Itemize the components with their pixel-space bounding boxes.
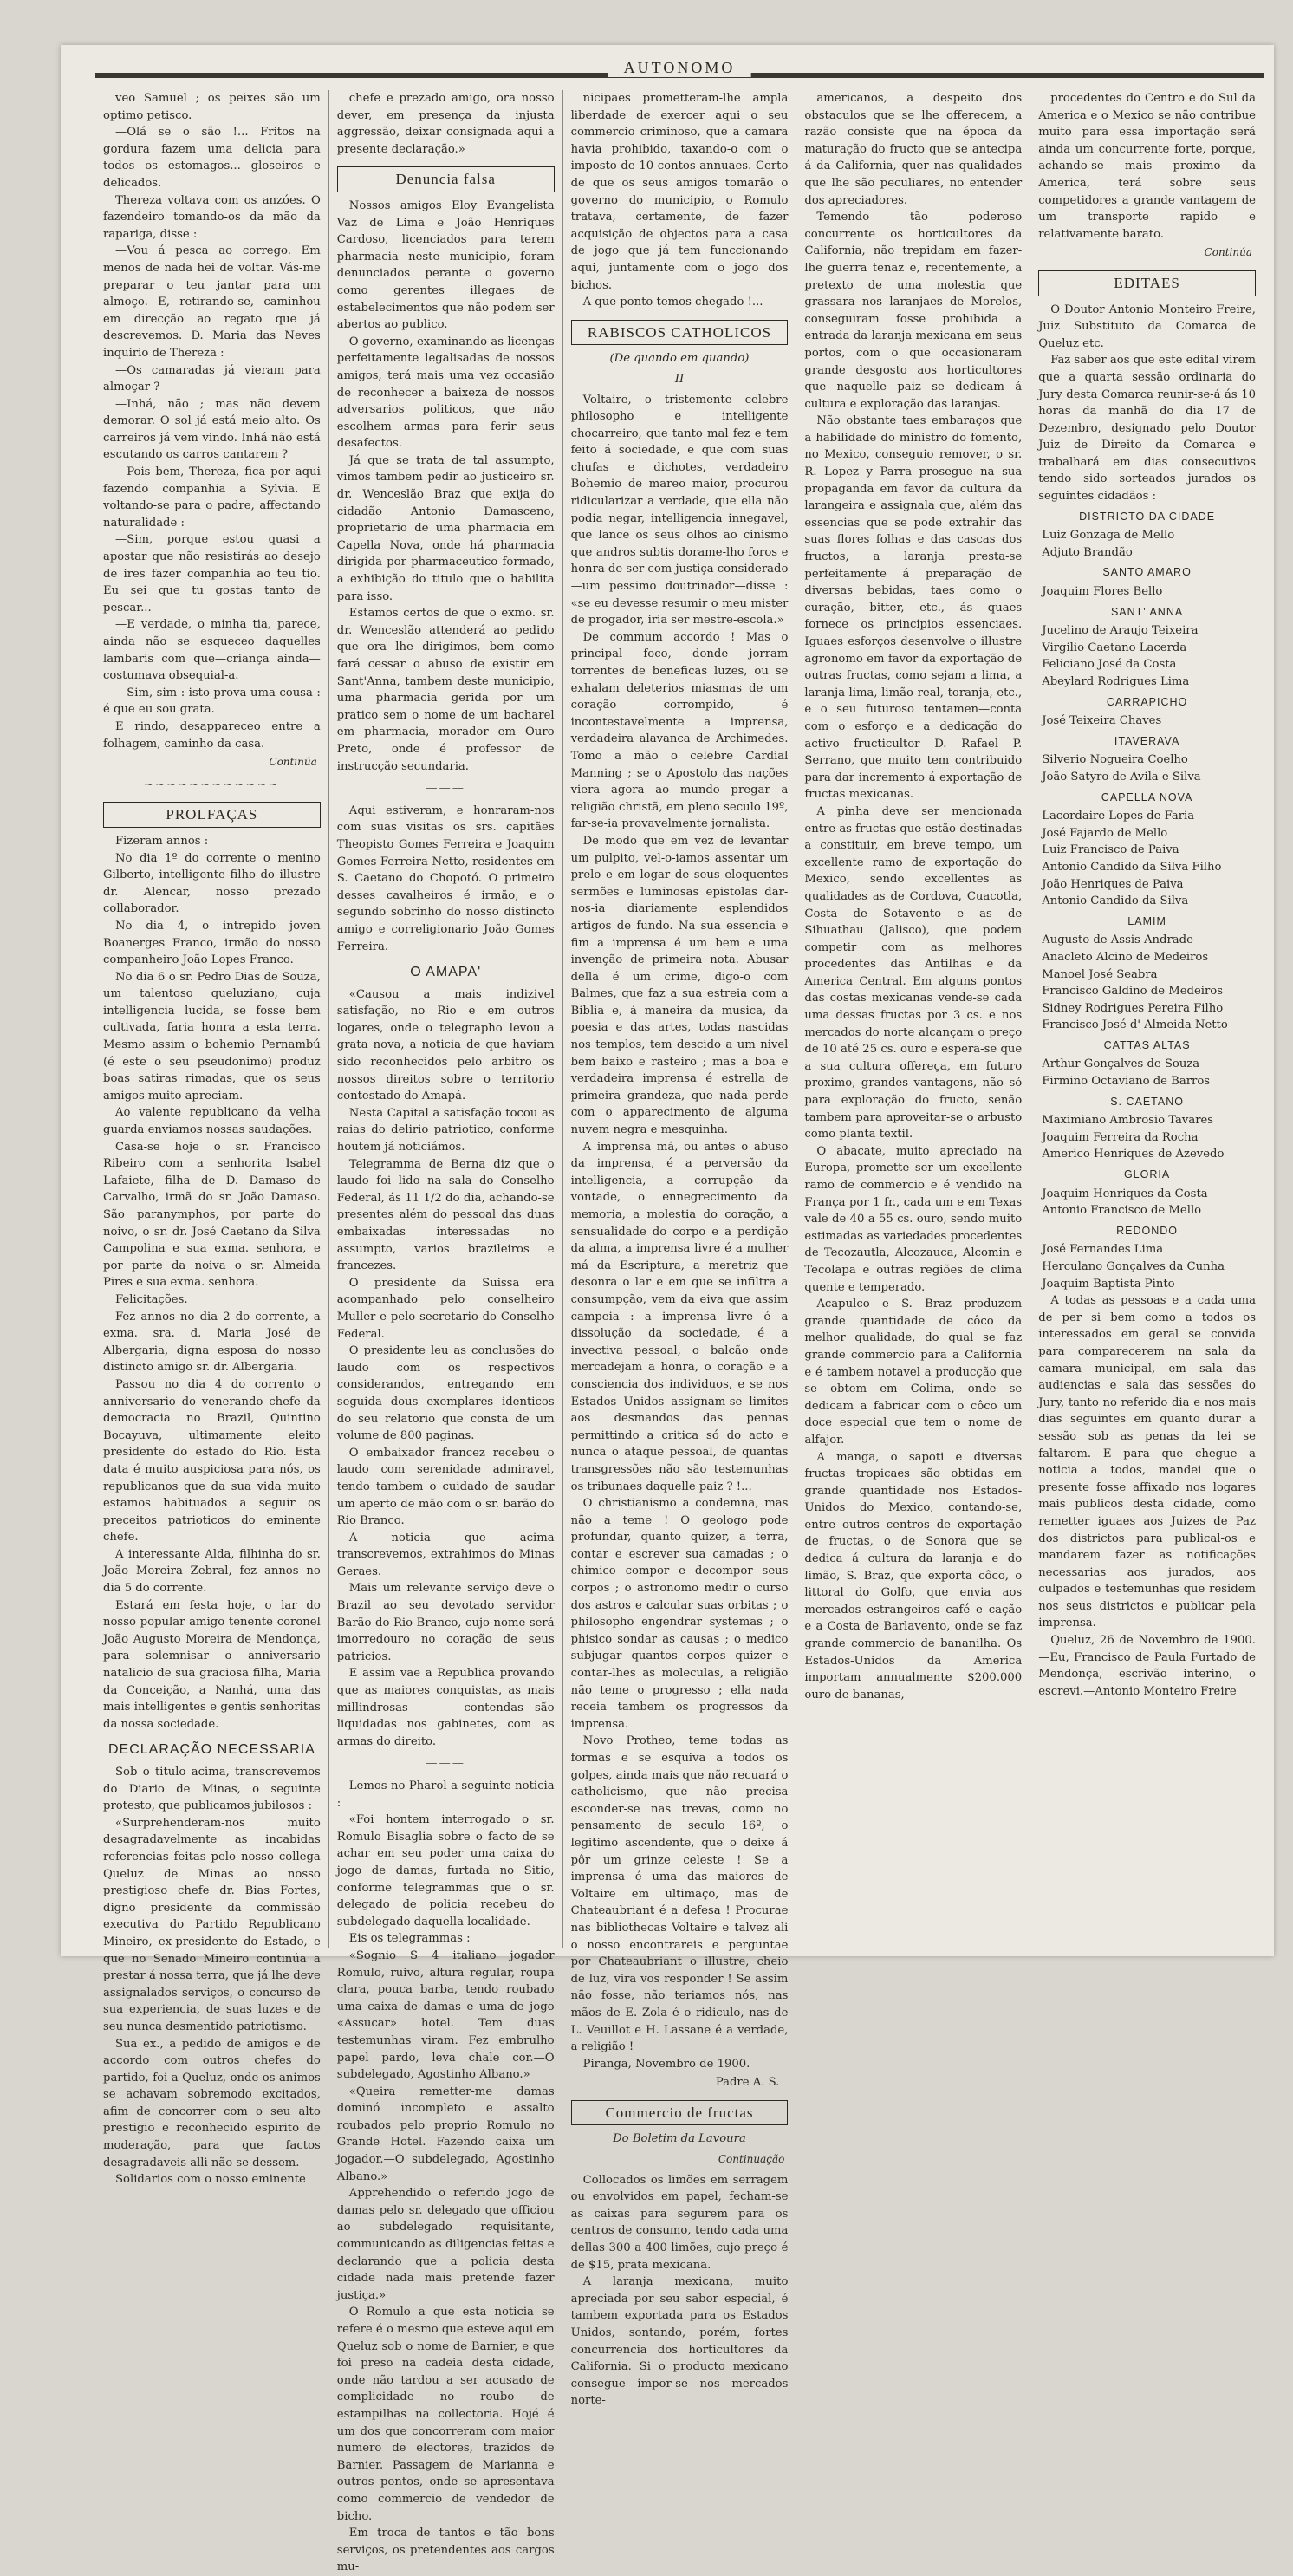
juror-name: Francisco José d' Almeida Netto — [1042, 1018, 1228, 1032]
juror-name: Antonio Francisco de Mello — [1042, 1204, 1202, 1218]
paragraph: nicipaes prometteram-lhe ampla liberdade de exercer aqui o seu commercio criminoso, que a camara havia prohibido, taxando-o com o imposto de 10 contos annuaes. Certo de que os seus amigos tomarão o governo do municipio, o Romulo tratava, certamente, de fazer acquisição de objectos para a casa de jogo que já tem funccionando aqui, juntamente com o jogo dos bichos. — [570, 92, 789, 292]
paragraph: A que ponto temos chegado !... — [582, 296, 763, 309]
masthead — [95, 54, 1264, 88]
juror-name: Manoel José Seabra — [1042, 967, 1158, 981]
paragraph: De modo que em vez de levantar um pulpito, vel-o-iamos assentar um prelo e em logar de seus eloquentes sermões e luminosas epistolas dar-nos-ia diariamente esplendidos artigos de fundo. Na sua essencia e fim a imprensa é um bem e uma invenção de primeira nota. Abusar della é um crime, digo-o com Balmes, que faz a sua estreia com a Biblia e, á maneira da musica, da poesia e das artes, todas nascidas nos templos, tem descido a um nivel bem baixo e rasteiro ; mas a boa e verdadeira imprensa é estrella de primeira grandeza, que nada perde com o apparecimento de alguma nuvem negra e mesquinha. — [570, 834, 789, 1137]
district-heading: CARRAPICHO — [1106, 695, 1188, 708]
paragraph: americanos, a despeito dos obstaculos que se lhe offerecem, a razão consiste que na época da maturação do fructo que se antecipa á da California, quer nas qualidades que lhe são peculiares, no entender dos apreciadores. — [804, 92, 1023, 207]
paragraph: Mais um relevante serviço deve o Brazil ao seu devotado servidor Barão do Rio Branco, cujo nome será imorredouro no coração de seus patricios. — [336, 1582, 555, 1663]
district-heading: LAMIM — [1127, 914, 1166, 927]
divider-ornament: ——— — [426, 782, 465, 796]
juror-name: Abeylard Rodrigues Lima — [1042, 675, 1190, 688]
paragraph: A todas as pessoas e a cada uma de per si bem como a todos os interessados em geral se convida para comparecerem na sala da camara municipal, em sala das audiencias e sala das sessões do Jury, tanto no referido dia e nos mais dias seguintes em quanto durar a sessão sob as penas da lei se faltarem. E para que chegue a noticia a todos, mandei que o presente fosse affixado nos logares mais publicos desta cidade, como remetter iguaes aos Juizes de Paz dos districtos para publical-os e mandarem fazer as notificações necessarias aos jurados, aos culpados e testemunhas que residem nos seus districtos e publicar pela imprensa. — [1038, 1294, 1256, 1630]
paragraph: —E verdade, o minha tia, parece, ainda não se esqueceo daquelles lambaris com que—criança ainda—costumava obsequial-a. — [103, 618, 321, 683]
paragraph: O governo, examinando as licenças perfeitamente legalisadas de nossos amigos, terá mais uma vez occasião de reconhecer a baixeza de nossos adversarios politicos, que não escolhem armas para ferir seus desafectos. — [336, 335, 555, 451]
paragraph: —Os camaradas já vieram para almoçar ? — [103, 363, 321, 394]
section-heading-editaes: EDITAES — [1038, 270, 1256, 296]
district-heading: CAPELLA NOVA — [1101, 790, 1193, 803]
paragraph: —Pois bem, Thereza, fica por aqui fazendo companhia a Sylvia. E voltando-se para o padre, affectando naturalidade : — [103, 465, 321, 530]
paragraph: Já que se trata de tal assumpto, vimos tambem pedir ao justiceiro sr. dr. Wenceslão Braz que exija do cidadão Antonio Damasceno, proprietario de uma pharmacia em Capella Nova, onde há pharmacia dirigida por pharmaceutico formado, a exhibição do titulo que o habilita para isso. — [336, 453, 555, 603]
district-heading: SANTO AMARO — [1102, 566, 1192, 579]
paragraph: O Doutor Antonio Monteiro Freire, Juiz Substituto da Comarca de Queluz etc. — [1038, 302, 1256, 350]
section-subheading: (De quando em quando) — [609, 352, 750, 366]
paragraph: Aqui estiveram, e honraram-nos com suas visitas os srs. capitães Theopisto Gomes Ferreira e Joaquim Gomes Ferreira Netto, residentes em S. Caetano do Chopotó. O primeiro desses cavalheiros é irmão, e o segundo sobrinho do nosso distincto amigo e correligionario João Gomes Ferreira. — [336, 803, 555, 953]
paragraph: Ao valente republicano da velha guarda enviamos nossas saudações. — [103, 1106, 321, 1137]
paragraph: Queluz, 26 de Novembro de 1900.—Eu, Francisco de Paula Furtado de Mendonça, escrivão interino, o escrevi.—Antonio Monteiro Freire — [1038, 1634, 1256, 1698]
juror-name: Joaquim Flores Bello — [1042, 585, 1163, 599]
section-heading-commercio: Commercio de fructas — [571, 2100, 789, 2126]
continuacao-label: Continuação — [718, 2153, 785, 2166]
section-heading-declaracao: DECLARAÇÃO NECESSARIA — [107, 1742, 315, 1758]
section-heading-rabiscos: RABISCOS CATHOLICOS — [571, 320, 789, 346]
juror-name: Silverio Nogueira Coelho — [1042, 753, 1188, 767]
paragraph: —Vou á pesca ao corrego. Em menos de nada hei de voltar. Vás-me preparar o teu jantar para um almoço. E, retirando-se, caminhou em direcção ao regato que já descrevemos. D. Maria das Neves inquirio de Thereza : — [103, 244, 321, 360]
paragraph: Fizeram annos : — [115, 834, 209, 848]
juror-name: Americo Henriques de Azevedo — [1042, 1148, 1225, 1161]
paragraph: O Romulo a que esta noticia se refere é o mesmo que esteve aqui em Queluz sob o nome de Barnier, e que foi preso na cadeia desta cidade, onde não tardou a ser acusado de complicidade no roubo de estampilhas na collectoria. Hojé é um dos que concorreram com maior numero de electores, trazidos de Barnier. Passagem de Marianna e outros pontos, onde se apresentava como commercio de vendedor de bicho. — [336, 2306, 555, 2523]
section-source: Do Boletim da Lavoura — [613, 2132, 746, 2146]
column-4 — [796, 90, 1030, 1948]
paragraph: No dia 1º do corrente o menino Gilberto, intelligente filho do illustre dr. Alencar, nosso prezado collaborador. — [103, 851, 321, 916]
paragraph: «Queira remetter-me damas dominó incompleto e assalto roubados pelo proprio Romulo no Grande Hotel. Fazendo caixa um jogador.—O subdelegado, Agostinho Albano.» — [336, 2085, 555, 2183]
column-3 — [563, 90, 797, 2408]
section-heading-denuncia: Denuncia falsa — [337, 166, 555, 192]
paragraph: Não obstante taes embaraços que a habilidade do ministro do fomento, no Mexico, conseguio remover, o sr. R. Lopez y Parra prosegue na sua propaganda em favor da cultura da larangeira e assignala que, além das essencias que se pode extrahir das suas flores folhas e das cascas dos fructos, a laranja presta-se perfeitamente á preparação de diversas bebidas, taes como o curação, bitter, etc., ás quaes fornece os principios essenciaes. Iguaes esforços desenvolve o illustre agronomo em favor da exportação de outras fructas, como sejam a lima, a laranja-lima, limão real, toranja, etc., e o seu futuroso tentamen—conta com o esforço e a dedicação do activo fructicultor D. Rafael P. Serrano, que muito tem contribuido para dar incremento á exportação de fructas mexicanas. — [804, 414, 1023, 802]
juror-name: Virgilio Caetano Lacerda — [1042, 641, 1187, 654]
columns — [95, 90, 1264, 2574]
juror-name: Adjuto Brandão — [1042, 545, 1133, 559]
paragraph: O presidente leu as conclusões do laudo com os respectivos considerandos, entregando em seguida dous exemplares identicos do seu relatorio que consta de um volume de 800 paginas. — [336, 1344, 555, 1443]
paragraph: —Inhá, não ; mas não devem demorar. O sol já está meio alto. Os carreiros já vem vindo. Inhá não está escutando os carros cantarem ? — [103, 397, 321, 462]
juror-name: Luiz Francisco de Paiva — [1042, 843, 1179, 857]
paragraph: Thereza voltava com os anzóes. O fazendeiro tomando-os da mão da rapariga, disse : — [103, 193, 321, 241]
paragraph: O christianismo a condemna, mas não a teme ! O geologo pode profundar, quanto quizer, a terra, contar e escrever sua camadas ; o chimico compor e decompor seus corpos ; o astronomo medir o curso dos astros e calcular suas orbitas ; o philosopho engendrar systemas ; o phisico sondar as causas ; o medico subjugar quantos corpos quizer e contar-lhes as moleculas, a religião não teme o progresso ; ella nada receia tambem os progressos da imprensa. — [570, 1497, 789, 1731]
district-heading: CATTAS ALTAS — [1103, 1038, 1191, 1051]
paragraph: A interessante Alda, filhinha do sr. João Moreira Zebral, fez annos no dia 5 do corrente. — [103, 1547, 321, 1596]
juror-name: Jucelino de Araujo Teixeira — [1042, 624, 1199, 638]
juror-name: Maximiano Ambrosio Tavares — [1042, 1114, 1214, 1128]
paragraph: «Causou a mais indizivel satisfação, no Rio e em outros logares, onde o telegrapho levou a grata nova, a noticia de que haviam sido reconhecidos pelo arbitro os nossos direitos sobre o territorio contestado do Amapá. — [336, 987, 555, 1103]
juror-name: Sidney Rodrigues Pereira Filho — [1042, 1001, 1224, 1015]
juror-name: Luiz Gonzaga de Mello — [1042, 529, 1175, 543]
signature: Padre A. S. — [715, 2076, 780, 2090]
paragraph: Faz saber aos que este edital virem que a quarta sessão ordinaria do Jury desta Comarca reunir-se-á ás 10 horas da manhã do dia 17 de Dezembro, designado pelo Doutor Juiz de Direito da Comarca e trabalhará em dias consecutivos tendo sido sorteados jurados os seguintes cidadãos : — [1038, 354, 1256, 504]
paragraph: E rindo, desappareceo entre a folhagem, caminho da casa. — [103, 719, 321, 751]
paragraph: —Sim, sim : isto prova uma cousa : é que eu sou grata. — [103, 686, 321, 717]
juror-name: Joaquim Henriques da Costa — [1042, 1187, 1208, 1200]
juror-name: José Teixeira Chaves — [1042, 714, 1162, 728]
juror-name: Arthur Gonçalves de Souza — [1042, 1057, 1200, 1071]
paragraph: Sua ex., a pedido de amigos e de accordo com outros chefes do partido, foi a Queluz, onde os animos se achavam sobremodo excitados, afim de concorrer com o seu alto prestigio e reconhecido espirito de moderação, para que factos desagradaveis alli não se dessem. — [103, 2037, 321, 2169]
paragraph: Em troca de tantos e tão bons serviços, os pretendentes aos cargos mu- — [336, 2527, 555, 2574]
section-heading-prolfacas: PROLFAÇAS — [103, 802, 321, 828]
newspaper-page — [61, 45, 1274, 2574]
paragraph: E assim vae a Republica provando que as maiores conquistas, as mais millindrosas contendas—são liquidadas nos gabinetes, com as armas do direito. — [336, 1667, 555, 1748]
paragraph: Temendo tão poderoso concurrente os horticultores da California, não trepidam em fazer-lhe guerra tenaz e, recentemente, a pretexto de uma molestia que grassara nos laranjaes de Morelos, conseguiram fosse prohibida a entrada da laranja mexicana em seus portos, com o que occasionaram grande desgosto aos horticultores que naquelle paiz se dedicam á cultura e exploração das laranjas. — [804, 211, 1023, 411]
paragraph: Eis os telegrammas : — [348, 1932, 471, 1946]
paragraph: O presidente da Suissa era acompanhado pelo conselheiro Muller e pelo secretario do Conselho Federal. — [336, 1276, 555, 1341]
paragraph: Apprehendido o referido jogo de damas pelo sr. delegado que officiou ao subdelegado requisitante, communicando as diligencias feitas e declarando que a policia desta cidade nada mais pretende fazer justiça.» — [336, 2187, 555, 2302]
paragraph: Telegramma de Berna diz que o laudo foi lido na sala do Conselho Federal, ás 11 1/2 do dia, achando-se presentes além do pessoal das duas embaixadas interessadas no assumpto, varios brazileiros e francezes. — [336, 1157, 555, 1273]
paragraph: Voltaire, o tristemente celebre philosopho e intelligente chocarreiro, que tanto mal fez e tem feito á sociedade, e que com suas chufas e dichotes, verdadeiro Bohemio de mareo maior, procurou ridicularizar a verdade, que ella não podia negar, intelligencia innegavel, que lance os seus olhos ao cinismo que andros subtis dorame-lho foros e honra de ser com justiça considerado—um pessimo doutrinador—disse : «se eu devesse resumir o meu mister de progador, iria ser mestre-escola.» — [570, 393, 789, 628]
district-heading: SANT' ANNA — [1110, 605, 1184, 618]
divider-ornament: ~~~~~~~~~~~~ — [144, 777, 280, 791]
juror-name: Antonio Candido da Silva — [1042, 894, 1189, 908]
juror-name: Augusto de Assis Andrade — [1042, 933, 1193, 947]
column-2 — [329, 90, 563, 2574]
paragraph: Passou no dia 4 do corrento o anniversario do venerando chefe da democracia no Brazil, Quintino Bocayuva, ultimamente eleito presidente do estado do Rio. Esta data é muito auspiciosa para nós, os republicanos que da sua vida muito estamos habituados a seguir os preceitos patrioticos do eminente chefe. — [103, 1377, 321, 1545]
juror-name: João Henriques de Paiva — [1042, 877, 1184, 891]
continua-label: Continúa — [269, 756, 317, 769]
paragraph: Felicitações. — [115, 1292, 188, 1306]
paragraph: Estamos certos de que o exmo. sr. dr. Wenceslão attenderá ao pedido que ora lhe dirigimos, bem como fará cessar o abuso de existir em Sant'Anna, tambem deste municipio, uma pharmacia gerida por um pratico sem o nome de um bacharel em pharmacia, morador em Ouro Preto, onde é professor de instrucção secundaria. — [336, 607, 555, 773]
paragraph: «Foi hontem interrogado o sr. Romulo Bisaglia sobre o facto de se achar em seu poder uma caixa do jogo de damas, furtada no Sitio, conforme telegrammas que o sr. delegado de policia recebeu do subdelegado daquella localidade. — [336, 1813, 555, 1929]
paragraph: Novo Protheo, teme todas as formas e se esquiva a todos os golpes, ainda mais que não recuará o catholicismo, que não precisa esconder-se nas trevas, como no pensamento de seculo 16º, o legitimo ascendente, que o deixe á pôr um grinze celeste ! Se a imprensa é uma das maiores de Voltaire em ultimaço, mas de Chateaubriant é a defesa ! Procurae nas bibliothecas Voltaire e talvez ali o nosso encontrareis e perguntae por Chateaubriant o illustre, cheio de luz, vira vos responder ! Se assim não fosse, não teriamos nós, nas mãos de E. Zola é o ridiculo, nas de L. Veuillot e H. Lassane é a verdade, a religião ! — [570, 1734, 789, 2054]
paragraph: Casa-se hoje o sr. Francisco Ribeiro com a senhorita Isabel Lafaiete, filha de D. Damaso de Carvalho, irmã do sr. João Damaso. São paranymphos, por parte do noivo, o sr. dr. José Caetano da Silva Campolina e sua exma. senhora, e por parte da noiva o sr. Almeida Pires e sua exma. senhora. — [103, 1140, 321, 1290]
paragraph: «Surprehenderam-nos muito desagradavelmente as incabidas referencias feitas pelo nosso collega Queluz de Minas ao nosso prestigioso chefe dr. Bias Fortes, digno presidente da commissão executiva do Partido Republicano Mineiro, ex-presidente do Estado, e que no Senado Mineiro continúa a prestar á nossa terra, que já lhe deve assignalados serviços, o concurso de sua experiencia, de suas luzes e de seu nunca desmentido patriotismo. — [103, 1816, 321, 2033]
paragraph: —Sim, porque estou quasi a apostar que não resistirás ao desejo de ires fazer companhia ao teu tio. Eu sei que tu gostas tanto de pescar... — [103, 533, 321, 615]
paragraph: Lemos no Pharol a seguinte noticia : — [336, 1779, 555, 1810]
paragraph: veo Samuel ; os peixes são um optimo petisco. — [103, 92, 321, 122]
juror-name: Firmino Octaviano de Barros — [1042, 1075, 1211, 1089]
juror-name: José Fernandes Lima — [1042, 1243, 1164, 1257]
paragraph: A imprensa má, ou antes o abuso da imprensa, é a perversão da intelligencia, a corrupção da vontade, o ennegrecimento da memoria, a molestia do coração, a sensualidade do corpo e a perdição da alma, a imprensa livre é a mulher má da Escriptura, a meretriz que desonra o lar e em que se infiltra a consumpção, vem da eiva que assim campeia : a imprensa livre é a dissolução da sociedade, é a invectiva pessoal, o balcão onde mercadejam a honra, o coração e a consciencia dos individuos, e se nos Estados Unidos assignam-se limites aos desmandos das pennas permittindo a critica só do acto e nunca o ataque pessoal, de quantas transgressões não são testemunhas os tribunaes daquelle paiz ? !... — [570, 1140, 789, 1493]
district-heading: REDONDO — [1116, 1224, 1179, 1237]
paragraph: Acapulco e S. Braz produzem grande quantidade de côco da melhor qualidade, do qual se faz grande commercio para a California e é tambem notavel a producção que se obtem em Colima, onde se dedicam a fabricar com o côco um doce especial que tem o nome de alfajor. — [804, 1298, 1023, 1447]
paragraph: Collocados os limões em serragem ou envolvidos em papel, fecham-se as caixas para segurem para os centros de consumo, tendo cada uma dellas 300 a 400 limões, cujo preço é de $15, prata mexicana. — [570, 2173, 789, 2272]
paragraph: O embaixador francez recebeu o laudo com serenidade admiravel, tendo tambem o cuidado de saudar um aperto de mão com o sr. barão do Rio Branco. — [336, 1446, 555, 1528]
paragraph: A laranja mexicana, muito apreciada por seu sabor especial, é tambem exportada para os Estados Unidos, sontando, porém, fortes concurrencia dos horticultores da California. Si o producto mexicano consegue impor-se nos mercados norte- — [570, 2275, 789, 2408]
section-number: II — [674, 372, 685, 386]
paragraph: A pinha deve ser mencionada entre as fructas que estão destinadas a constituir, em breve tempo, um excellente ramo de exportação do Mexico, sendo excellentes as qualidades as de Cordova, Cuacotla, Costa de Sotavento e as de Sihuathau (Jalisco), que podem competir com as melhores procedentes das Antilhas e da America Central. Em alguns pontos das costas mexicanas vende-se cada uma dessas fructas por 3 cs. e nos mercados do norte alcançam o preço de 10 até 25 cs. ouro e espera-se que a sua cultura offereça, em futuro proximo, grandes vantagens, não só para exploração do fructo, senão tambem para aproveitar-se o arbusto como planta textil. — [804, 804, 1023, 1142]
divider-ornament: ——— — [426, 1757, 465, 1771]
juror-name: Joaquim Ferreira da Rocha — [1042, 1130, 1199, 1144]
column-1 — [95, 90, 329, 2187]
paragraph: Nesta Capital a satisfação tocou as raias do delirio patriotico, conforme houtem já noticiámos. — [336, 1106, 555, 1155]
paragraph: —Olá se o são !... Fritos na gordura fazem uma delicia para todos os estomagos... gloseiros e delicados. — [103, 126, 321, 190]
juror-name: Francisco Galdino de Medeiros — [1042, 985, 1224, 999]
paragraph: Estará em festa hoje, o lar do nosso popular amigo tenente coronel João Augusto Moreira de Mendonça, para solemnisar o anniversario natalicio de sua graciosa filha, Maria da Conceição, a Nanhá, uma das mais intelligentes e gentis senhoritas da nossa sociedade. — [103, 1598, 321, 1731]
juror-name: Antonio Candido da Silva Filho — [1042, 860, 1222, 874]
continua-label: Continúa — [1204, 246, 1252, 259]
paragraph: Fez annos no dia 2 do corrente, a exma. sra. d. Maria José de Albergaria, digna esposa do nosso distincto amigo sr. dr. Albergaria. — [103, 1310, 321, 1375]
paragraph: A manga, o sapoti e diversas fructas tropicaes são obtidas em grande quantidade nos Estados-Unidos do Mexico, contando-se, entre outros centros de exportação de fructas, o de Sonora que se dedica á cultura da laranja e do limão, S. Braz, que exporta côco, o littoral do Golfo, que envia aos mercados estrangeiros café e cação e a Costa de Barlavento, onde se faz grande commercio de bananilha. Os Estados-Unidos da America importam annualmente $200.000 ouro de bananas, — [804, 1450, 1023, 1701]
paragraph: Solidarios com o nosso eminente — [115, 2173, 306, 2187]
newspaper-title: AUTONOMO — [608, 59, 751, 77]
paragraph: «Sognio S 4 italiano jogador Romulo, ruivo, altura regular, roupa clara, pouca barba, tendo roubado uma caixa de damas e uma de jogo «Assucar» hotel. Tem duas testemunhas viram. Fez embrulho papel pardo, leva chale cor.—O subdelegado, Agostinho Albano.» — [336, 1948, 555, 2082]
paragraph: A noticia que acima transcrevemos, extrahimos do Minas Geraes. — [336, 1531, 555, 1578]
juror-name: José Fajardo de Mello — [1042, 826, 1168, 840]
district-heading: ITAVERAVA — [1114, 734, 1180, 747]
section-heading-amapa: O AMAPA' — [410, 965, 482, 980]
paragraph: procedentes do Centro e do Sul da America e o Mexico se não contribue muito para essa importação será ainda um concurrente forte, porque, achando-se mais proximo da America, terá sobre seus competidores a grande vantagem de um transporte rapido e relativamente barato. — [1038, 92, 1256, 241]
paragraph: Nossos amigos Eloy Evangelista Vaz de Lima e João Henriques Cardoso, licenciados para terem pharmacia neste municipio, foram denunciados perante o governo como gerentes illegaes de estabelecimentos que não podem ser abertos ao publico. — [336, 198, 555, 332]
paragraph: Piranga, Novembro de 1900. — [582, 2057, 750, 2071]
paragraph: Sob o titulo acima, transcrevemos do Diario de Minas, o seguinte protesto, que publicamos jubilosos : — [103, 1766, 321, 1813]
juror-name: Herculano Gonçalves da Cunha — [1042, 1260, 1225, 1273]
paragraph: chefe e prezado amigo, ora nosso dever, em presença da injusta aggressão, deixar consignada aqui a presente declaração.» — [336, 92, 555, 156]
juror-name: João Satyro de Avila e Silva — [1042, 770, 1201, 784]
juror-name: Joaquim Baptista Pinto — [1042, 1277, 1175, 1291]
column-5 — [1030, 90, 1264, 1948]
district-heading: S. CAETANO — [1110, 1095, 1184, 1108]
juror-name: Anacleto Alcino de Medeiros — [1042, 950, 1209, 964]
paragraph: De commum accordo ! Mas o principal foco, donde jorram torrentes de beneficas luzes, ou se exhalam deleterios miasmas de um coração corrompido, é incontestavelmente a imprensa, verdadeira alavanca de Archimedes. Tomo a mão o celebre Cardial Manning ; se o Apostolo das nações viera agora ao mundo pregar a religião christã, em pleno seculo 19º, far-se-ia provavelmente jornalista. — [570, 630, 789, 831]
paragraph: O abacate, muito apreciado na Europa, promette ser um excellente ramo de commercio e é vendido na França por 1 fr., cada um e em Texas vale de 40 a 55 cs. ouro, sendo muito estimadas as variedades procedentes de Tecozautla, Alcozauca, Alcomin e Tecolapa e outras regiões de clima quente e temperado. — [804, 1144, 1023, 1294]
district-heading: DISTRICTO DA CIDADE — [1079, 510, 1216, 523]
paragraph: No dia 6 o sr. Pedro Dias de Souza, um talentoso queluziano, cuja intelligencia lucida, se fosse bem cultivada, faria honra a esta terra. Mesmo assim o bohemio Pernambú (é este o seu pseudonimo) produz boas satiras rimadas, que os seus amigos muito apreciam. — [103, 970, 321, 1103]
paragraph: No dia 4, o intrepido joven Boanerges Franco, irmão do nosso companheiro João Lopes Franco. — [103, 919, 321, 967]
district-heading: GLORIA — [1123, 1168, 1171, 1181]
juror-name: Feliciano José da Costa — [1042, 658, 1177, 672]
juror-name: Lacordaire Lopes de Faria — [1042, 810, 1195, 823]
